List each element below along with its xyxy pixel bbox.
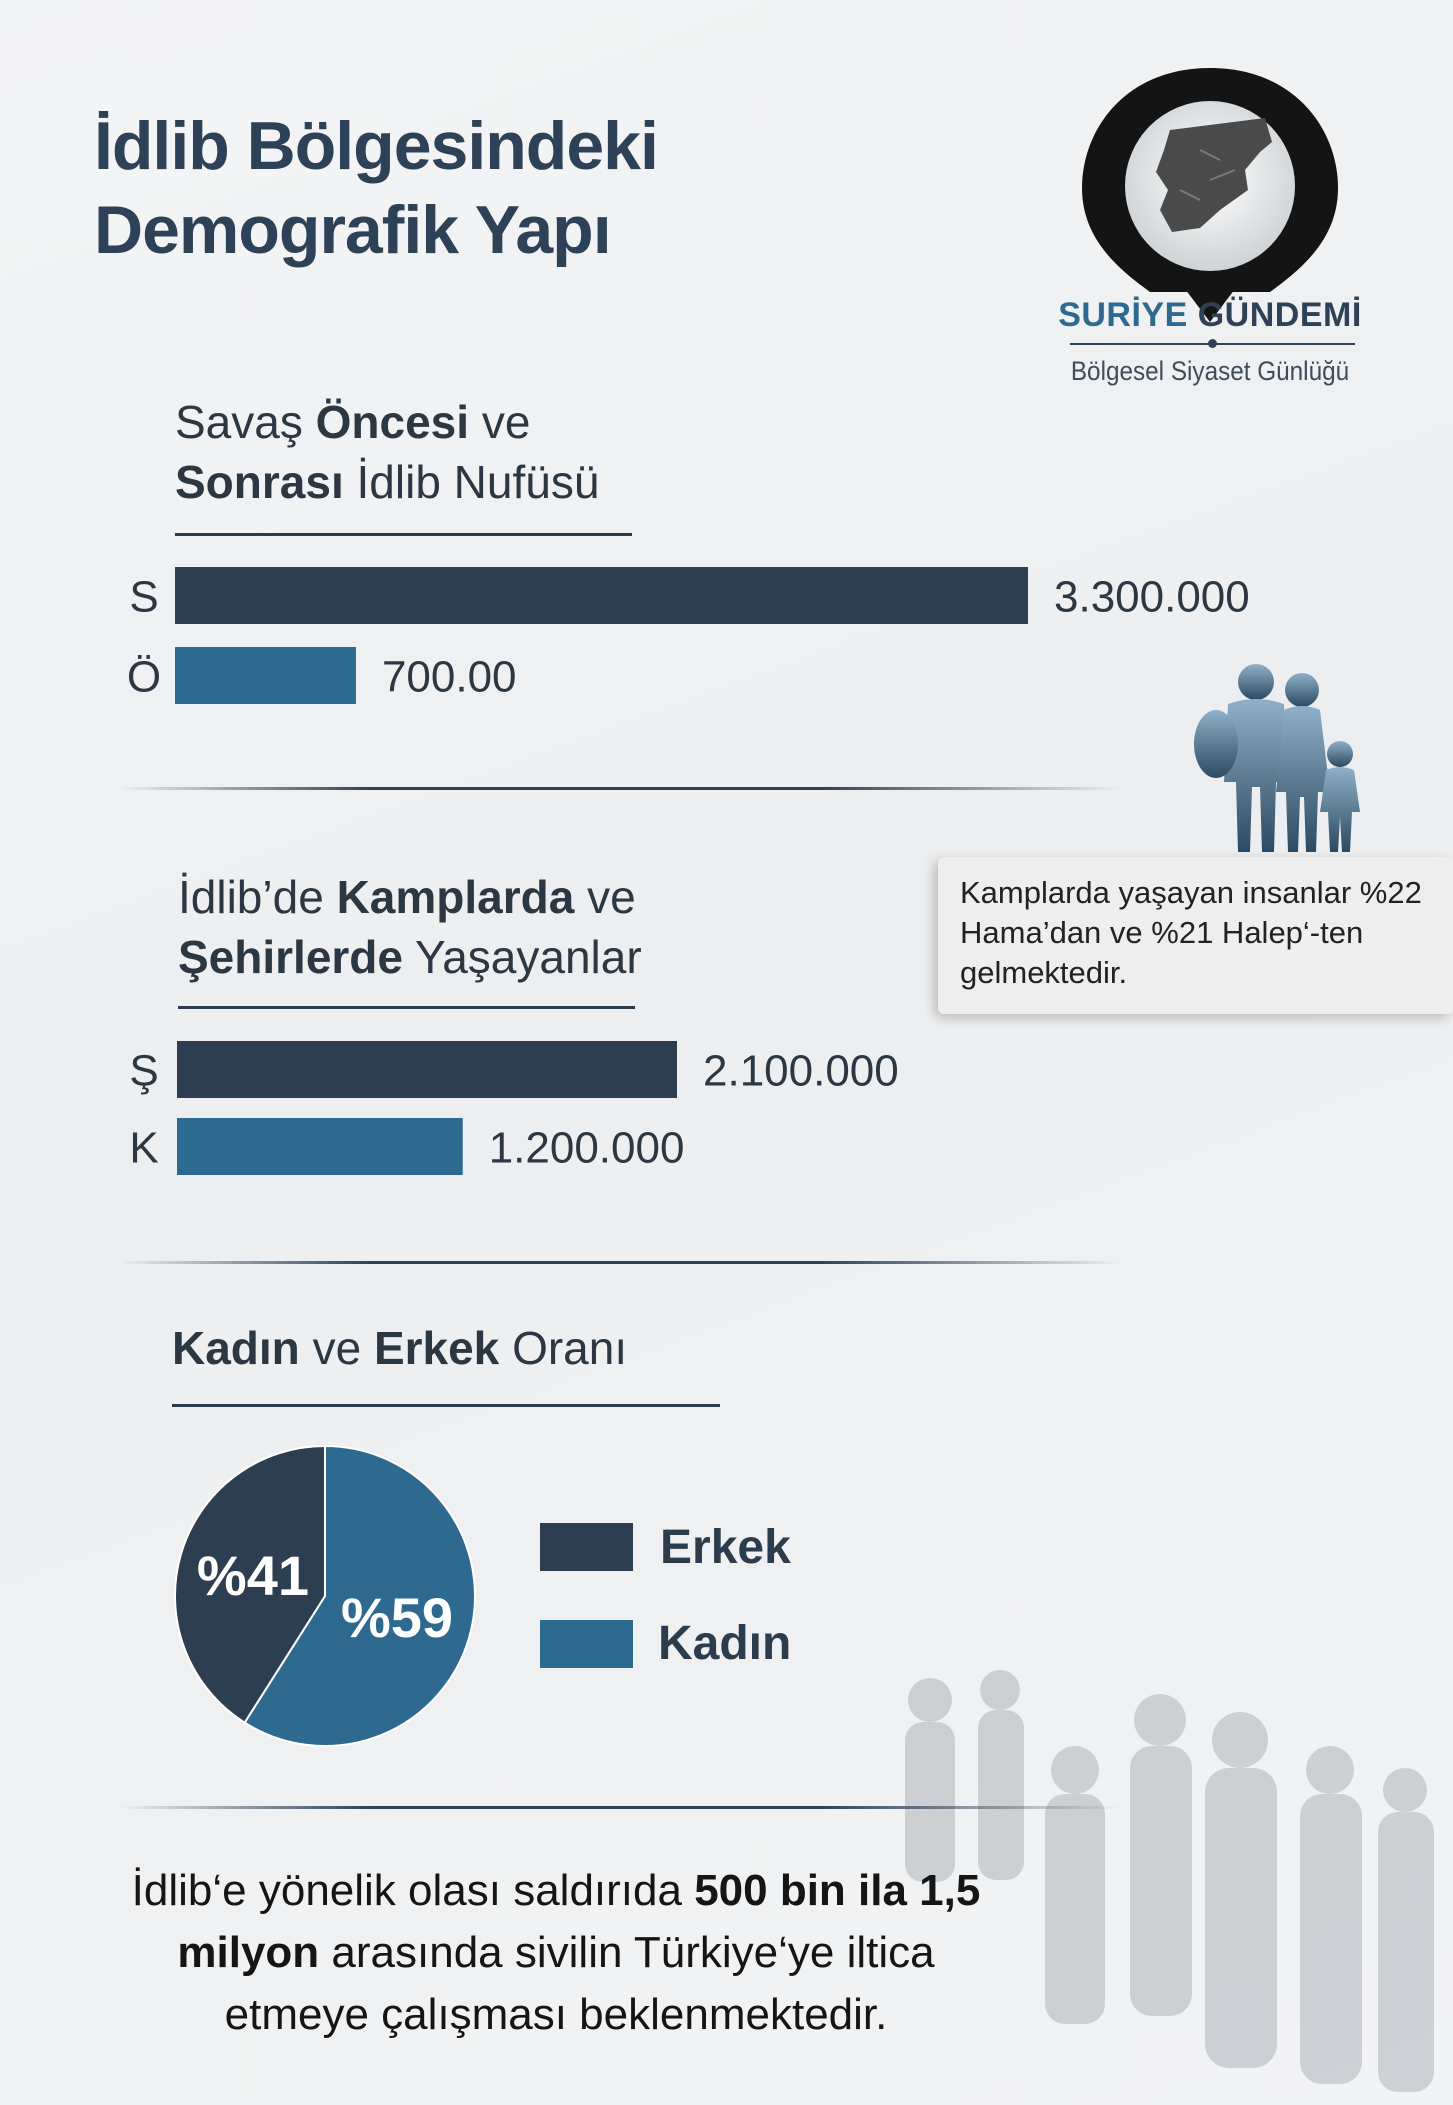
title-word: Yaşayanlar — [414, 931, 642, 983]
logo-name-part2: GÜNDEMİ — [1197, 296, 1362, 334]
title-word: Kadın — [172, 1322, 300, 1374]
title-word: Şehirlerde — [178, 931, 403, 983]
title-word: Savaş — [175, 396, 303, 448]
bar-category-label: Ş — [129, 1046, 159, 1096]
bar-category-label: K — [129, 1123, 159, 1173]
footer-text: İdlib‘e yönelik olası saldırıda — [131, 1866, 695, 1915]
legend-label-erkek: Erkek — [660, 1521, 791, 1574]
title-word: Kamplarda — [336, 871, 575, 923]
page-title — [94, 104, 734, 272]
title-word: İdlib’de — [178, 871, 324, 923]
title-word: Öncesi — [315, 396, 470, 448]
gender-title-underline — [172, 1404, 720, 1407]
bar-1 — [177, 1118, 463, 1175]
section-divider — [120, 1261, 1120, 1264]
bar-category-label: S — [129, 572, 159, 622]
bar-value-label: 2.100.000 — [703, 1046, 899, 1096]
residence-bar-chart — [120, 1035, 1320, 1195]
info-box — [938, 857, 1453, 1014]
title-word: İdlib Nufüsü — [356, 456, 600, 508]
title-word: ve — [312, 1322, 362, 1374]
footer-text: arasında sivilin Türkiye‘ye iltica etmeye çalışması beklenmektedir. — [224, 1928, 935, 2039]
legend-swatch-kadin — [540, 1620, 633, 1668]
population-section-title — [175, 392, 775, 512]
logo-name — [1050, 296, 1370, 335]
gender-pie-chart — [170, 1438, 490, 1758]
family-icon — [1188, 662, 1378, 857]
bar-1 — [175, 647, 356, 704]
legend-swatch-erkek — [540, 1523, 633, 1571]
bar-value-label: 3.300.000 — [1054, 572, 1250, 622]
title-word: Oranı — [512, 1322, 628, 1374]
bar-0 — [175, 567, 1028, 624]
legend-label-kadin: Kadın — [658, 1617, 792, 1670]
bar-value-label: 1.200.000 — [488, 1123, 685, 1173]
bar-value-label: 700.00 — [381, 652, 517, 702]
population-bar-chart — [120, 560, 1320, 720]
pie-label-erkek: %41 — [196, 1544, 310, 1608]
population-title-underline — [175, 533, 632, 536]
residence-section-title — [178, 867, 818, 987]
section-divider — [120, 787, 1120, 790]
title-word: ve — [587, 871, 636, 923]
title-line-2: Demografik Yapı — [94, 192, 611, 268]
bar-category-label: Ö — [126, 652, 162, 702]
bar-0 — [177, 1041, 677, 1098]
gender-section-title — [172, 1318, 812, 1378]
logo-name-part1: SURİYE — [1058, 296, 1188, 334]
title-word: Erkek — [373, 1322, 500, 1374]
logo-subtitle: Bölgesel Siyaset Günlüğü — [1070, 356, 1350, 386]
footer-statement — [120, 1860, 992, 2046]
title-word: Sonrası — [175, 456, 344, 508]
info-box-text: Kamplarda yaşayan insanlar %22 Hama’dan ve %21 Halep‘-ten gelmektedir. — [960, 875, 1422, 990]
title-word: ve — [481, 396, 531, 448]
residence-title-underline — [178, 1006, 635, 1009]
section-divider — [120, 1806, 1120, 1809]
logo-dot — [1208, 339, 1217, 348]
title-line-1: İdlib Bölgesindeki — [94, 108, 658, 184]
syria-map-pin-icon — [1060, 60, 1360, 400]
footer-bold-text: 500 bin ila 1,5 milyon — [177, 1866, 981, 1977]
pie-label-kadın: %59 — [340, 1585, 454, 1649]
